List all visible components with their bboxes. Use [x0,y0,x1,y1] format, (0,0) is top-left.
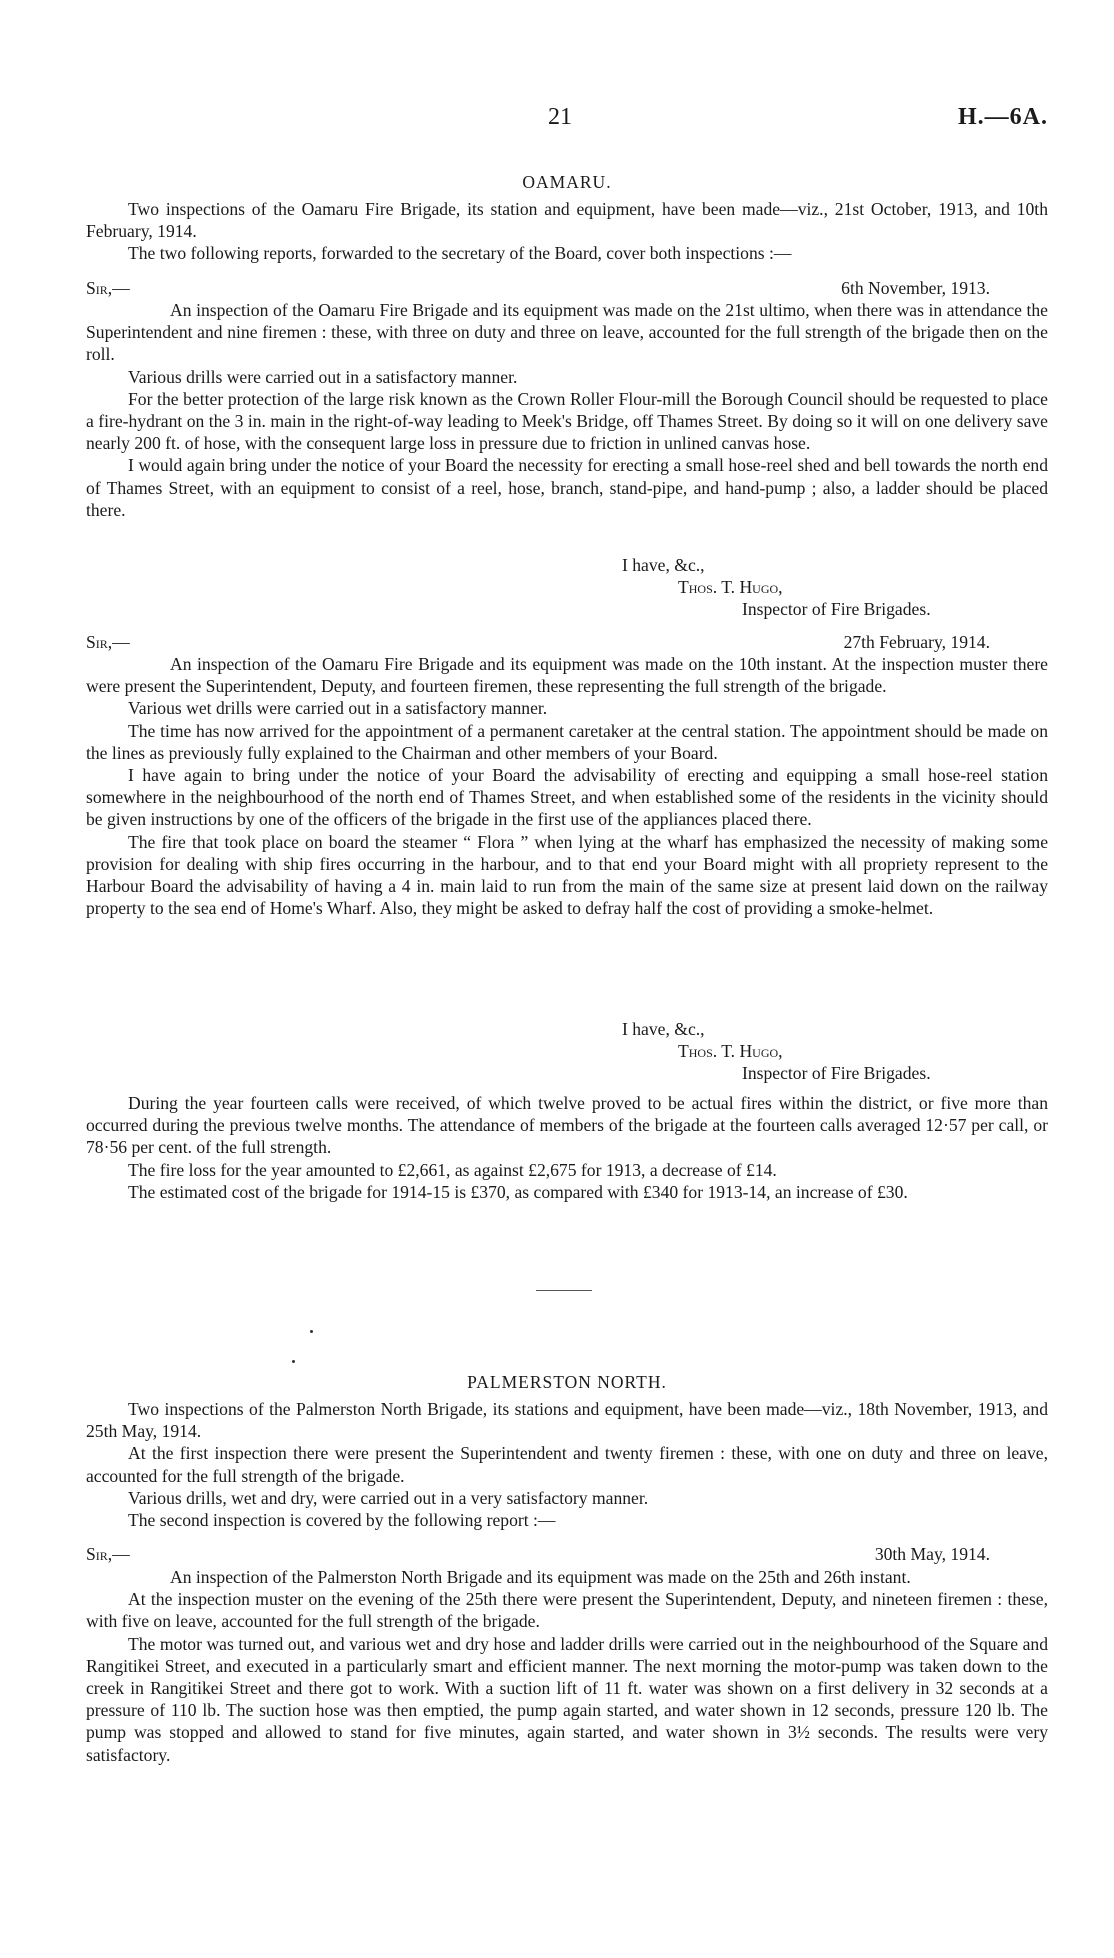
paragraph: Two inspections of the Oamaru Fire Brigade, its station and equipment, have been made—viz., 21st October, 1913, and 10th February, 1914. [86,199,1048,242]
signatory-position: Inspector of Fire Brigades. [742,599,931,619]
letter-date: 6th November, 1913. [841,278,990,298]
paragraph: At the first inspection there were present the Superintendent and twenty firemen : these, with one on duty and three on leave, accounted for the full strength of the brigade. [86,1443,1048,1486]
paragraph: Various wet drills were carried out in a satisfactory manner. [128,698,548,719]
palmerston-report-body [86,1566,1048,1766]
closing-line: I have, &c., [622,555,705,575]
letter-date: 27th February, 1914. [843,632,990,652]
paragraph: The motor was turned out, and various wet and dry hose and ladder drills were carried out in the neighbourhood of the Square and Rangitikei Street, and executed in a particularly smart and efficient manner. The next morning the motor-pump was taken down to the creek in Rangitikei Street and there got to work. With a suction lift of 11 ft. water was shown on a first delivery in 32 seconds at a pressure of 110 lb. The suction hose was then emptied, the pump again started, and water shown in 12 seconds, pressure 120 lb. The pump was stopped and allowed to stand for five minutes, again started, and water shown in 3½ seconds. The results were very satisfactory. [86,1633,1048,1765]
print-speck [310,1330,313,1333]
paragraph: An inspection of the Oamaru Fire Brigade and its equipment was made on the 21st ultimo, when there was in attendance the Superintendent and nine firemen : these, with three on duty and three on leave, accounted for the full strength of the brigade then on the roll. [86,300,1048,365]
closing-line: I have, &c., [622,1019,705,1039]
salutation: Sir,— [86,632,130,652]
letter-heading [86,278,1048,300]
oamaru-report-2-body [86,653,1048,919]
paragraph: For the better protection of the large risk known as the Crown Roller Flour-mill the Borough Council should be requested to place a fire-hydrant on the 3 in. main in the right-of-way leading to Meek's Bridge, off Thames Street. By doing so it will on one delivery save nearly 200 ft. of hose, with the consequent large loss in pressure due to friction in unlined canvas hose. [86,388,1048,454]
salutation: Sir,— [86,1544,130,1564]
oamaru-summary [86,1092,1048,1203]
print-speck [292,1360,295,1363]
palmerston-intro [86,1398,1048,1531]
page-number: 21 [548,104,572,130]
signatory: Thos. T. Hugo, [678,577,783,597]
paragraph: I would again bring under the notice of your Board the necessity for erecting a small hose-reel shed and bell towards the north end of Thames Street, with an equipment to consist of a reel, hose, branch, stand-pipe, and hand-pump ; also, a ladder should be placed there. [86,455,1048,520]
paragraph: At the inspection muster on the evening of the 25th there were present the Superintendent, Deputy, and nineteen firemen : these, with five on leave, accounted for the full strength of the brigade. [86,1589,1048,1632]
paragraph: The estimated cost of the brigade for 1914-15 is £370, as compared with £340 for 1913-14, an increase of £30. [128,1181,908,1202]
paragraph: I have again to bring under the notice of your Board the advisability of erecting and equipping a small hose-reel station somewhere in the neighbourhood of the north end of Thames Street, and when established some of the residents in the vicinity should be given instructions by one of the officers of the brigade in the first use of the appliances placed there. [86,765,1048,830]
salutation: Sir,— [86,278,130,298]
paragraph: Two inspections of the Palmerston North Brigade, its stations and equipment, have been made—viz., 18th November, 1913, and 25th May, 1914. [86,1399,1048,1442]
paragraph: The two following reports, forwarded to the secretary of the Board, cover both inspections :— [128,243,792,264]
section-title-oamaru: OAMARU. [522,172,612,192]
paragraph: The time has now arrived for the appointment of a permanent caretaker at the central station. The appointment should be made on the lines as previously fully explained to the Chairman and other members of your Board. [86,720,1048,763]
paragraph: Various drills, wet and dry, were carried out in a very satisfactory manner. [128,1487,649,1508]
oamaru-report-1-body [86,299,1048,521]
paragraph: The fire loss for the year amounted to £2,661, as against £2,675 for 1913, a decrease of £14. [128,1159,777,1180]
paragraph: During the year fourteen calls were received, of which twelve proved to be actual fires within the district, or five more than occurred during the previous twelve months. The attendance of members of the brigade at the fourteen calls averaged 12·57 per call, or 78·56 per cent. of the full strength. [86,1093,1048,1158]
paragraph: An inspection of the Oamaru Fire Brigade and its equipment was made on the 10th instant. At the inspection muster there were present the Superintendent, Deputy, and fourteen firemen, these representing the full strength of the brigade. [86,654,1048,697]
paragraph: The second inspection is covered by the following report :— [128,1510,556,1531]
letter-heading [86,1544,1048,1566]
document-code: H.—6A. [958,104,1048,130]
letter-date: 30th May, 1914. [874,1544,990,1564]
section-divider [536,1290,592,1291]
signatory-position: Inspector of Fire Brigades. [742,1063,931,1083]
page-header [86,104,1048,134]
paragraph: The fire that took place on board the steamer “ Flora ” when lying at the wharf has emphasized the necessity of making some provision for dealing with ship fires occurring in the harbour, and to that end your Board might with all propriety represent to the Harbour Board the advisability of having a 4 in. main laid to run from the main of the same size at present laid down on the railway property to the sea end of Home's Wharf. Also, they might be asked to defray half the cost of providing a smoke-helmet. [86,831,1048,919]
letter-heading [86,632,1048,654]
section-title-palmerston-north: PALMERSTON NORTH. [467,1372,667,1392]
signatory: Thos. T. Hugo, [678,1041,783,1061]
paragraph: An inspection of the Palmerston North Brigade and its equipment was made on the 25th and 26th instant. [170,1567,911,1587]
oamaru-intro [86,198,1048,265]
paragraph: Various drills were carried out in a satisfactory manner. [128,366,518,387]
